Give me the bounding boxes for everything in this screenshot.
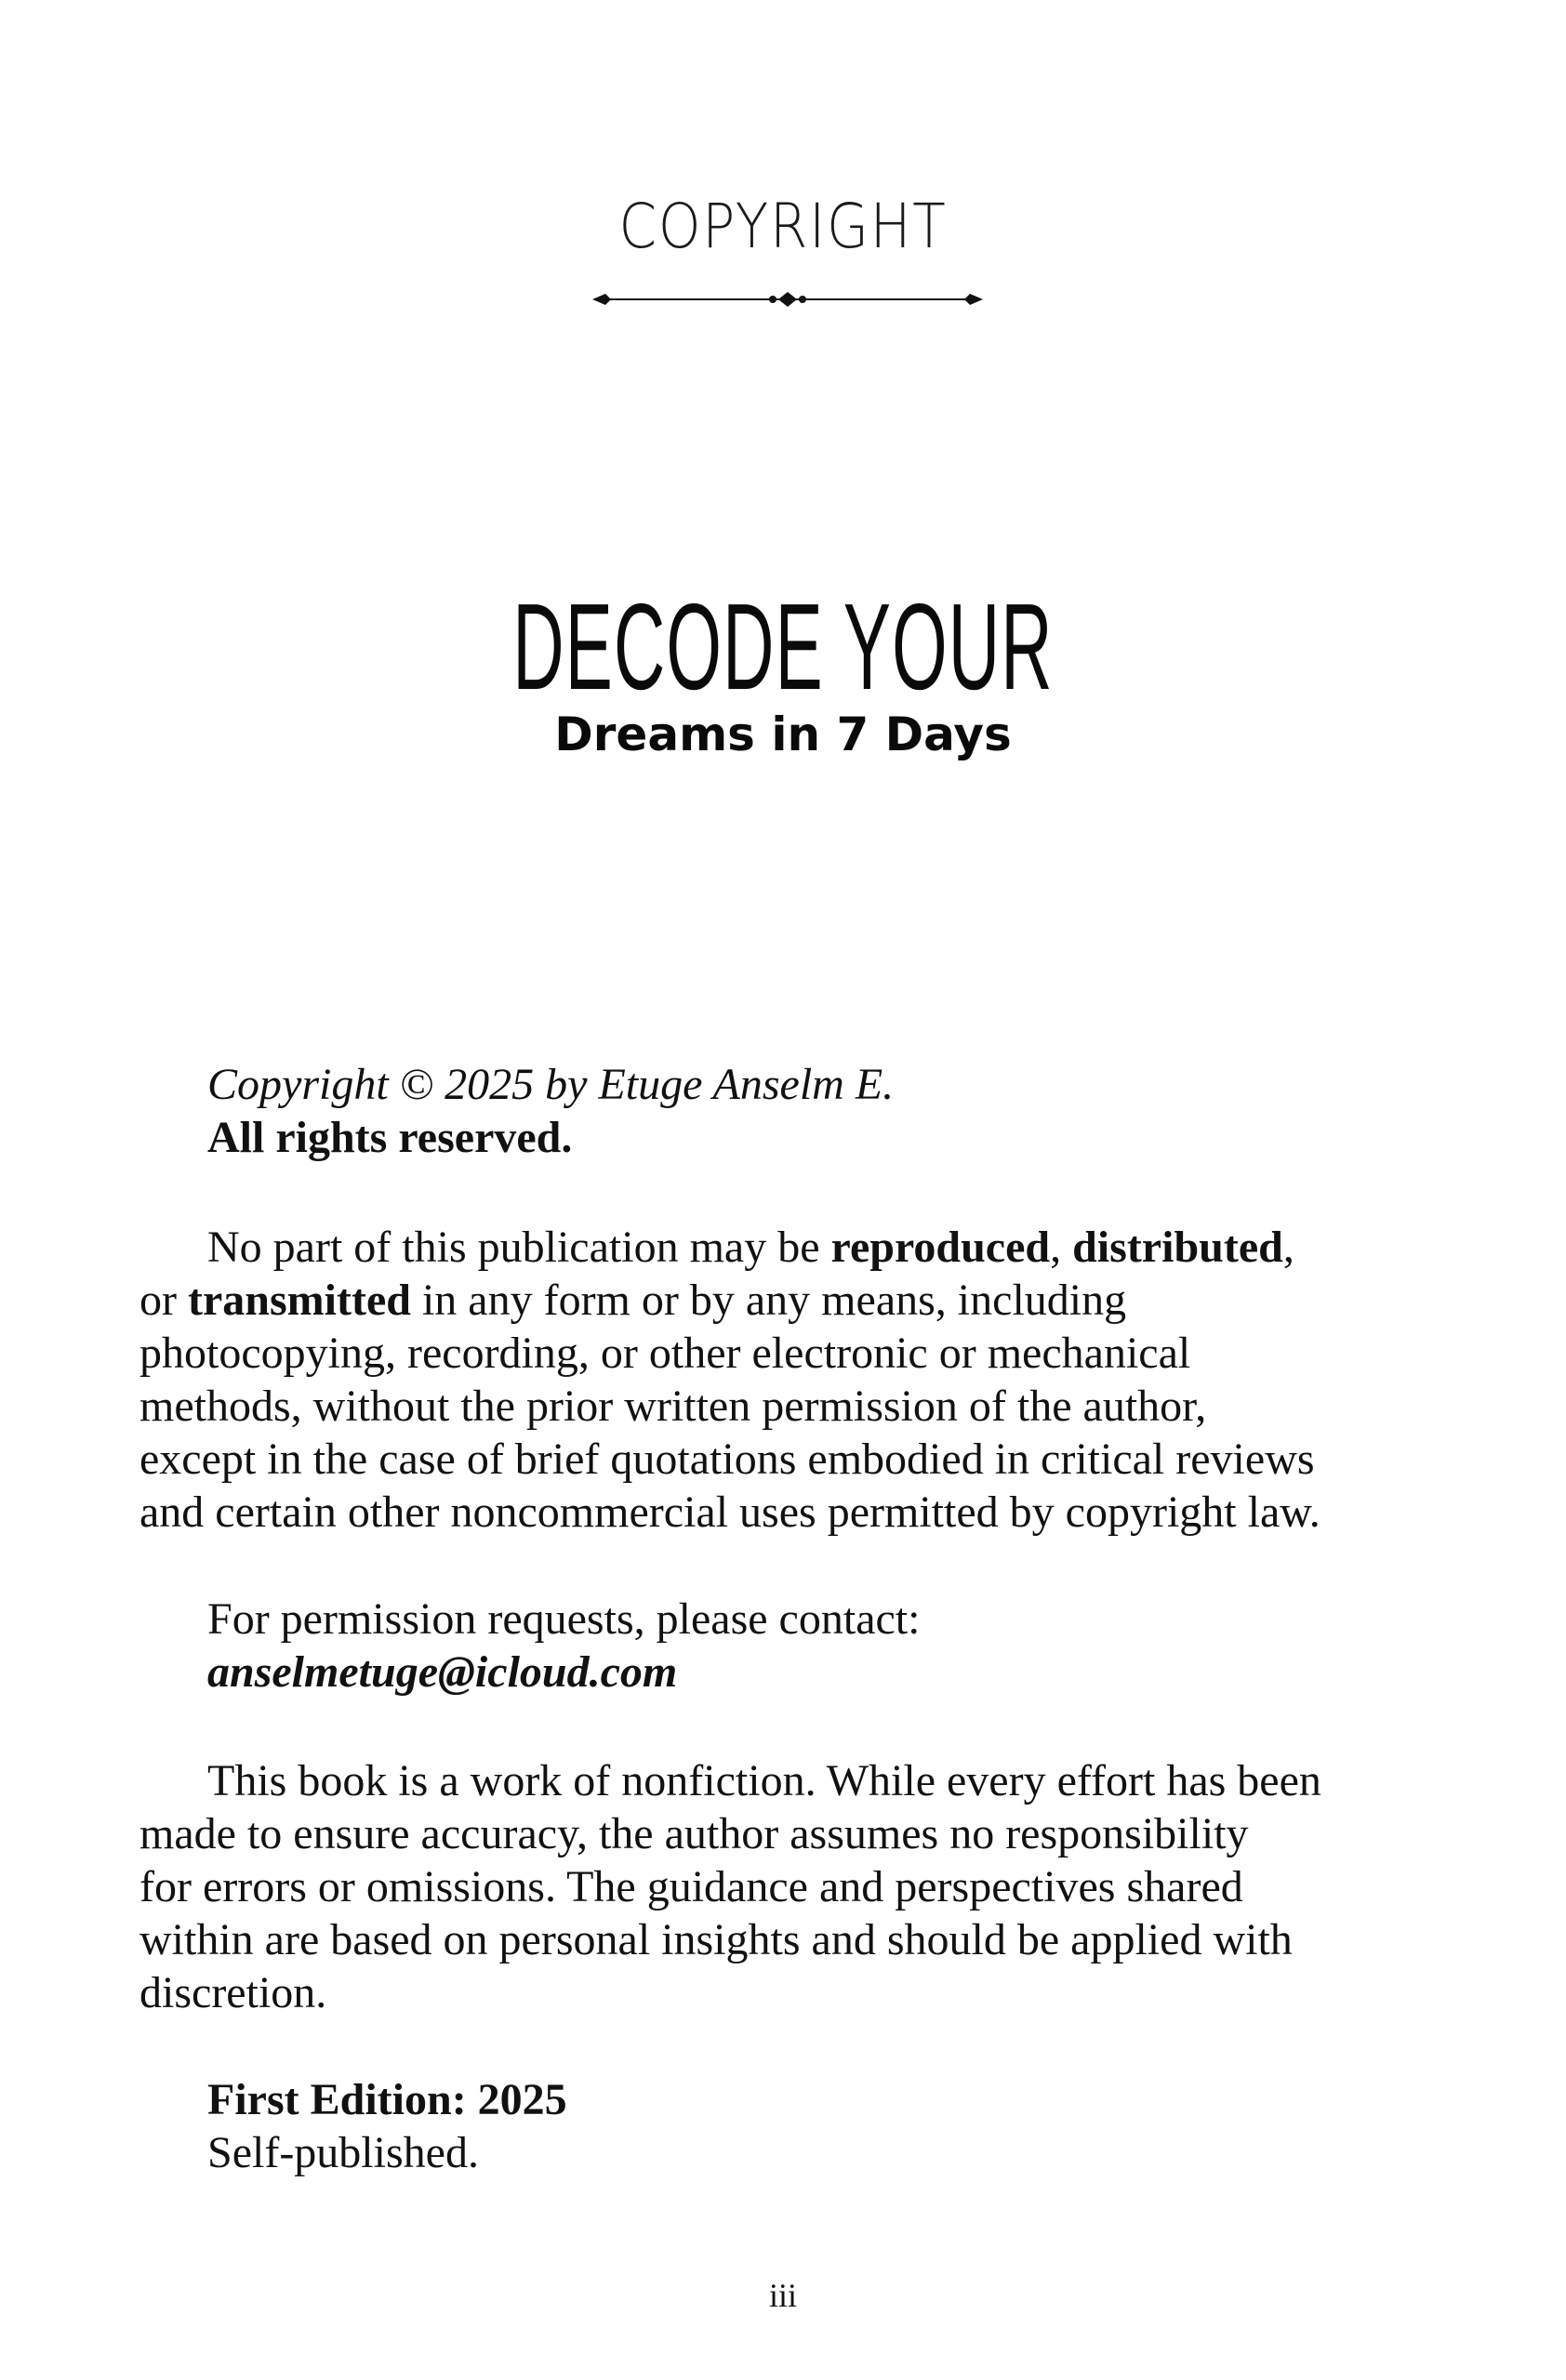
decorative-divider-ornament: [592, 281, 983, 318]
rights-line-5: except in the case of brief quotations embodied in critical reviews: [139, 1435, 1315, 1484]
nonfiction-line-3: for errors or omissions. The guidance and perspectives shared: [139, 1862, 1243, 1911]
rights-text: or: [139, 1276, 188, 1325]
separator-text: ,: [1050, 1223, 1073, 1272]
contact-email-link[interactable]: anselmetuge@icloud.com: [207, 1647, 678, 1697]
contact-block: [139, 1593, 1441, 1699]
nonfiction-line-2: made to ensure accuracy, the author assumes no responsibility: [139, 1809, 1249, 1858]
rights-line-6: and certain other noncommercial uses permitted by copyright law.: [139, 1488, 1320, 1537]
rights-reserved: All rights reserved.: [207, 1113, 573, 1162]
reproduced-term: reproduced: [830, 1223, 1051, 1272]
distributed-term: distributed: [1072, 1223, 1283, 1272]
page-number: iii: [768, 2277, 797, 2314]
rights-line-2: [139, 1274, 1441, 1327]
rights-line-3: photocopying, recording, or other electronic or mechanical: [139, 1329, 1191, 1378]
rights-line-1: [139, 1221, 1441, 1274]
transmitted-term: transmitted: [187, 1276, 411, 1325]
rights-paragraph: [139, 1221, 1441, 1539]
rights-text: No part of this publication may be: [207, 1223, 831, 1272]
edition-label: First Edition: 2025: [207, 2075, 567, 2124]
book-title-main: DECODE YOUR: [512, 578, 1054, 715]
chapter-title: COPYRIGHT: [618, 191, 948, 262]
nonfiction-line-1: This book is a work of nonfiction. While every effort has been: [207, 1756, 1321, 1805]
separator-text: ,: [1282, 1223, 1294, 1272]
nonfiction-line-5: discretion.: [139, 1968, 327, 2017]
publisher-label: Self-published.: [207, 2128, 479, 2177]
rights-line-4: methods, without the prior written permission of the author,: [139, 1382, 1207, 1431]
copyright-notice: Copyright © 2025 by Etuge Anselm E.: [207, 1060, 895, 1109]
nonfiction-paragraph: [139, 1754, 1441, 2019]
book-title-subtitle: Dreams in 7 Days: [554, 707, 1012, 761]
contact-label: For permission requests, please contact:: [207, 1594, 921, 1644]
rights-text: in any form or by any means, including: [410, 1276, 1127, 1325]
copyright-block: [139, 1058, 1441, 1164]
edition-block: [139, 2073, 1441, 2179]
nonfiction-line-4: within are based on personal insights and should be applied with: [139, 1915, 1293, 1964]
